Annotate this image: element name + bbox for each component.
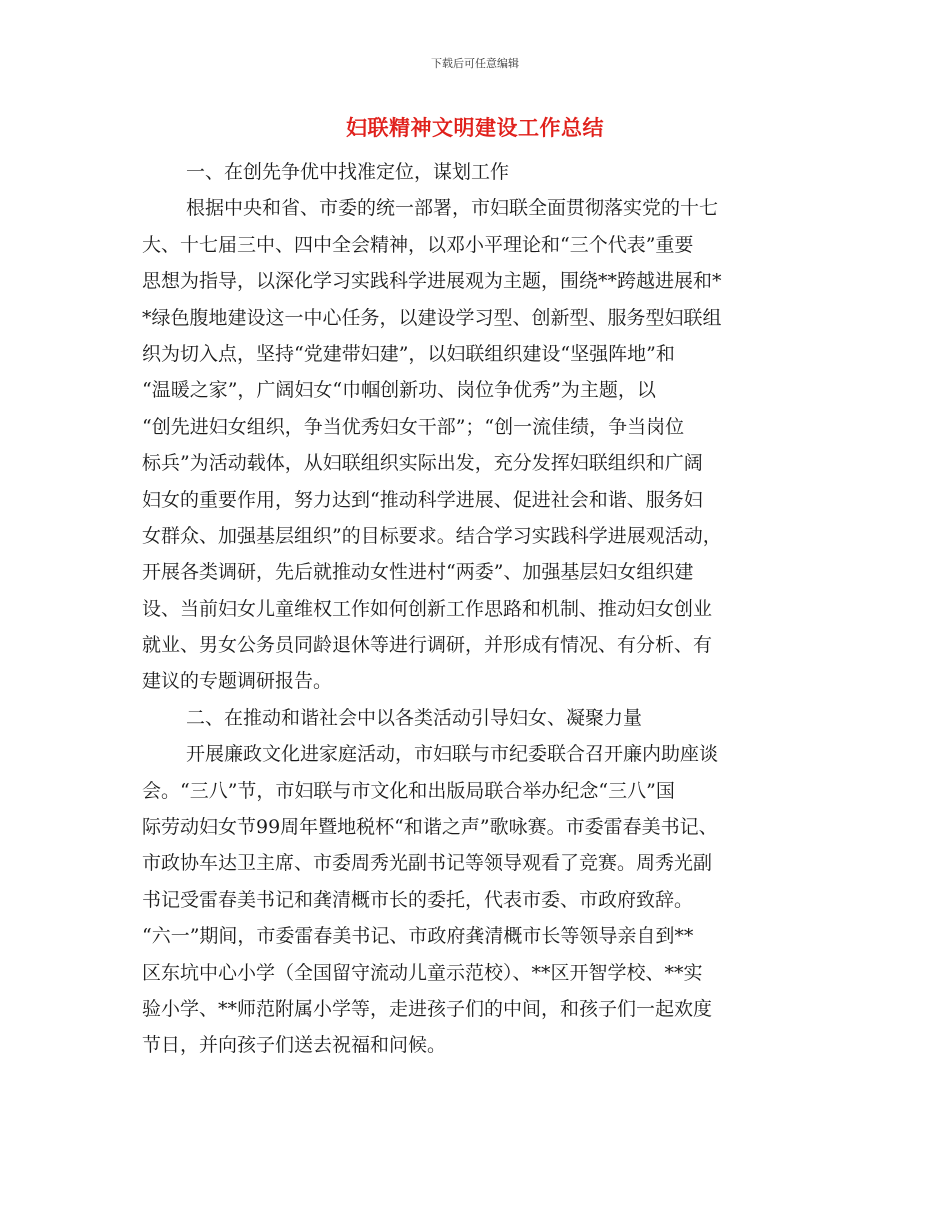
body-line: 验小学、**师范附属小学等，走进孩子们的中间，和孩子们一起欢度 — [142, 997, 713, 1020]
header-note: 下载后可任意编辑 — [431, 57, 519, 70]
body-line: 根据中央和省、市委的统一部署，市妇联全面贯彻落实党的十七 — [186, 197, 719, 220]
body-line: *绿色腹地建设这一中心任务，以建设学习型、创新型、服务型妇联组 — [142, 306, 722, 329]
body-line: 开展廉政文化进家庭活动，市妇联与市纪委联合召开廉内助座谈 — [186, 743, 719, 766]
body-line: 书记受雷春美书记和龚清概市长的委托，代表市委、市政府致辞。 — [142, 888, 694, 911]
body-line: 标兵”为活动载体，从妇联组织实际出发，充分发挥妇联组织和广阔 — [142, 452, 703, 475]
body-line: 设、当前妇女儿童维权工作如何创新工作思路和机制、推动妇女创业 — [142, 597, 713, 620]
body-line: 会。“三八”节，市妇联与市文化和出版局联合举办纪念“三八”国 — [142, 779, 675, 802]
body-line: 开展各类调研，先后就推动女性进村“两委”、加强基层妇女组织建 — [142, 561, 694, 584]
body-line: 市政协车达卫主席、市委周秀光副书记等领导观看了竞赛。周秀光副 — [142, 852, 713, 875]
body-line: 思想为指导，以深化学习实践科学进展观为主题，围绕**跨越进展和* — [142, 270, 722, 293]
body-line: 节日，并向孩子们送去祝福和问候。 — [142, 1034, 447, 1057]
body-line: 一、在创先争优中找准定位，谋划工作 — [186, 161, 510, 183]
body-line: 二、在推动和谐社会中以各类活动引导妇女、凝聚力量 — [186, 706, 643, 729]
body-line: “创先进妇女组织，争当优秀妇女干部”；“创一流佳绩，争当岗位 — [142, 415, 685, 438]
body-line: “六一”期间，市委雷春美书记、市政府龚清概市长等领导亲自到** — [142, 925, 694, 948]
document-body — [142, 154, 808, 1064]
body-line: 就业、男女公务员同龄退休等进行调研，并形成有情况、有分析、有 — [142, 634, 713, 657]
body-line: 妇女的重要作用，努力达到“推动科学进展、促进社会和谐、服务妇 — [142, 488, 703, 511]
body-line: 女群众、加强基层组织”的目标要求。结合学习实践科学进展观活动， — [142, 524, 722, 547]
body-line: 建议的专题调研报告。 — [142, 670, 333, 693]
body-line: 际劳动妇女节99周年暨地税杯“和谐之声”歌咏赛。市委雷春美书记、 — [142, 816, 718, 839]
body-line: 织为切入点，坚持“党建带妇建”，以妇联组织建设“坚强阵地”和 — [142, 342, 675, 365]
body-line: 大、十七届三中、四中全会精神，以邓小平理论和“三个代表”重要 — [142, 233, 694, 256]
body-line: “温暖之家”，广阔妇女“巾帼创新功、岗位争优秀”为主题，以 — [142, 379, 656, 402]
body-line: 区东坑中心小学（全国留守流动儿童示范校）、**区开智学校、**实 — [142, 961, 703, 984]
document-title: 妇联精神文明建设工作总结 — [346, 116, 604, 140]
